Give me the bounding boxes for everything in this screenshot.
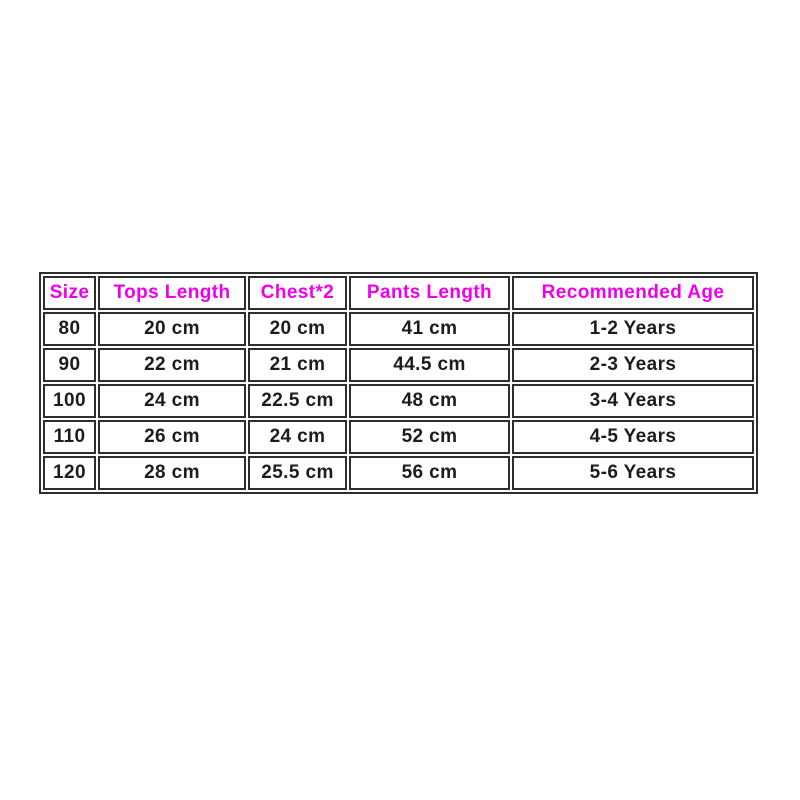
cell-pants-length: 48 cm	[349, 384, 510, 418]
table-row	[43, 312, 754, 346]
column-header-recommended-age: Recommended Age	[512, 276, 754, 310]
cell-size: 90	[43, 348, 96, 382]
cell-tops-length: 20 cm	[98, 312, 246, 346]
column-header-tops-length: Tops Length	[98, 276, 246, 310]
cell-tops-length: 26 cm	[98, 420, 246, 454]
cell-size: 100	[43, 384, 96, 418]
cell-recommended-age: 3-4 Years	[512, 384, 754, 418]
cell-tops-length: 28 cm	[98, 456, 246, 490]
cell-recommended-age: 1-2 Years	[512, 312, 754, 346]
column-header-size: Size	[43, 276, 96, 310]
size-chart-table	[39, 272, 758, 494]
table-row	[43, 420, 754, 454]
cell-tops-length: 24 cm	[98, 384, 246, 418]
column-header-pants-length: Pants Length	[349, 276, 510, 310]
cell-chest: 20 cm	[248, 312, 347, 346]
table-row	[43, 456, 754, 490]
cell-pants-length: 52 cm	[349, 420, 510, 454]
cell-recommended-age: 4-5 Years	[512, 420, 754, 454]
cell-size: 120	[43, 456, 96, 490]
cell-chest: 22.5 cm	[248, 384, 347, 418]
column-header-chest: Chest*2	[248, 276, 347, 310]
cell-size: 110	[43, 420, 96, 454]
header-row	[43, 276, 754, 310]
cell-chest: 25.5 cm	[248, 456, 347, 490]
cell-chest: 21 cm	[248, 348, 347, 382]
table-row	[43, 348, 754, 382]
cell-size: 80	[43, 312, 96, 346]
cell-recommended-age: 5-6 Years	[512, 456, 754, 490]
cell-tops-length: 22 cm	[98, 348, 246, 382]
cell-chest: 24 cm	[248, 420, 347, 454]
cell-pants-length: 56 cm	[349, 456, 510, 490]
cell-pants-length: 41 cm	[349, 312, 510, 346]
cell-pants-length: 44.5 cm	[349, 348, 510, 382]
table-row	[43, 384, 754, 418]
cell-recommended-age: 2-3 Years	[512, 348, 754, 382]
